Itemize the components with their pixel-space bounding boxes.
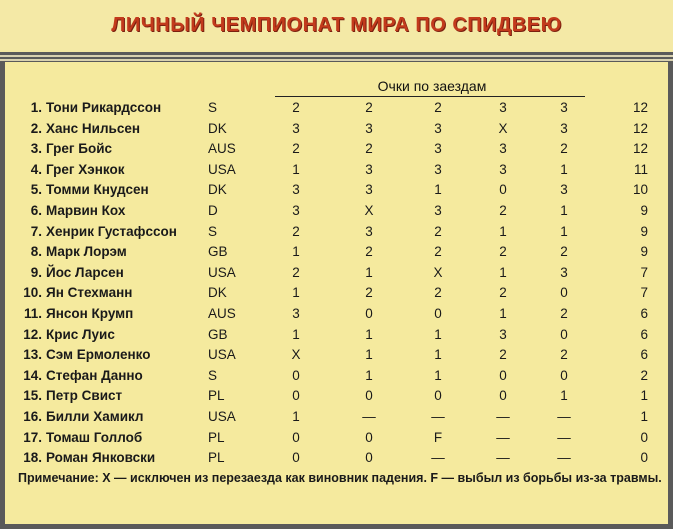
rider-name: Хенрик Густафссон <box>46 223 177 239</box>
heat-points: 0 <box>365 306 373 321</box>
rider-name: Билли Хамикл <box>46 409 144 424</box>
rider-name: Тони Рикардссон <box>46 100 162 115</box>
table-row <box>0 141 673 161</box>
rank: 17. <box>23 429 42 445</box>
rider-name: Томми Кнудсен <box>46 182 149 198</box>
rank: 14. <box>23 367 42 383</box>
total-points: 0 <box>640 450 648 466</box>
heat-points: 0 <box>560 326 568 342</box>
heat-points: 2 <box>560 141 568 157</box>
heat-points: 2 <box>365 141 373 157</box>
rider-name: Петр Свист <box>46 388 123 404</box>
total-points: 6 <box>640 326 648 342</box>
heat-points: 3 <box>560 100 568 115</box>
total-points: 1 <box>640 409 648 424</box>
table-row <box>0 409 673 429</box>
country: USA <box>208 264 236 280</box>
total-points: 6 <box>640 306 648 321</box>
heat-points: 3 <box>560 182 568 198</box>
country: GB <box>208 326 228 342</box>
heats-rule <box>275 96 585 97</box>
country: GB <box>208 244 228 260</box>
rank: 15. <box>23 388 42 404</box>
total-points: 1 <box>640 388 648 404</box>
table-row <box>0 121 673 141</box>
rank: 9. <box>30 264 42 280</box>
heat-points: 2 <box>292 264 300 280</box>
heat-points: — <box>431 450 445 466</box>
heat-points: 1 <box>292 285 300 301</box>
heat-points: 0 <box>499 182 507 198</box>
heat-points: — <box>431 409 445 424</box>
title-band <box>0 0 673 50</box>
rider-name: Янсон Крумп <box>46 306 134 321</box>
heat-points: 1 <box>560 388 568 404</box>
rider-name: Роман Янковски <box>46 450 156 466</box>
country: PL <box>208 429 225 445</box>
heat-points: 0 <box>434 306 442 321</box>
heat-points: 1 <box>292 244 300 260</box>
total-points: 12 <box>632 120 648 136</box>
heat-points: 1 <box>434 182 442 198</box>
country: S <box>208 100 218 115</box>
heat-points: F <box>433 429 443 445</box>
rider-name: Стефан Данно <box>46 367 143 383</box>
heat-points: — <box>362 409 376 424</box>
rider-name: Грег Бойс <box>46 141 113 157</box>
heat-points: 2 <box>434 223 442 239</box>
table-row <box>0 162 673 182</box>
heat-points: 3 <box>434 161 442 177</box>
country: AUS <box>208 306 236 321</box>
heat-points: 2 <box>560 347 568 363</box>
table-row <box>0 100 673 120</box>
heat-points: — <box>496 429 510 445</box>
heat-points: 3 <box>499 100 507 115</box>
rider-name: Йос Ларсен <box>46 264 124 280</box>
country: USA <box>208 409 236 424</box>
heat-points: 1 <box>292 326 300 342</box>
rider-name: Грег Хэнкок <box>46 161 125 177</box>
heat-points: 3 <box>499 141 507 157</box>
total-points: 6 <box>640 347 648 363</box>
rank: 7. <box>30 223 42 239</box>
heat-points: 1 <box>365 264 373 280</box>
heats-caption: Очки по заездам <box>377 78 487 94</box>
rank: 16. <box>23 409 42 424</box>
heat-points: 1 <box>365 326 373 342</box>
rank: 12. <box>23 326 42 342</box>
heat-points: 2 <box>560 306 568 321</box>
heat-points: 0 <box>499 388 507 404</box>
heat-points: 2 <box>365 100 373 115</box>
heat-points: X <box>433 264 443 280</box>
heat-points: X <box>498 120 508 136</box>
country: USA <box>208 161 236 177</box>
heat-points: 0 <box>434 388 442 404</box>
heat-points: 1 <box>365 347 373 363</box>
rank: 8. <box>30 244 42 260</box>
heat-points: 3 <box>560 264 568 280</box>
total-points: 11 <box>633 161 648 177</box>
rider-name: Ханс Нильсен <box>46 120 141 136</box>
heat-points: 3 <box>365 223 373 239</box>
table-row <box>0 203 673 223</box>
heat-points: 0 <box>560 285 568 301</box>
country: DK <box>208 285 227 301</box>
table-row <box>0 285 673 305</box>
heat-points: 1 <box>560 161 568 177</box>
page-title: ЛИЧНЫЙ ЧЕМПИОНАТ МИРА ПО СПИДВЕЮ <box>111 13 562 36</box>
table-row <box>0 430 673 450</box>
heat-points: — <box>557 409 571 424</box>
heat-points: — <box>557 450 571 466</box>
heat-points: 3 <box>292 182 300 198</box>
country: PL <box>208 450 225 466</box>
heat-points: 2 <box>499 203 507 218</box>
heat-points: 2 <box>292 141 300 157</box>
heat-points: 2 <box>365 285 373 301</box>
heat-points: 0 <box>499 367 507 383</box>
heat-points: 3 <box>292 203 300 218</box>
heat-points: 2 <box>365 244 373 260</box>
heat-points: 2 <box>434 285 442 301</box>
total-points: 9 <box>640 244 648 260</box>
heat-points: 0 <box>292 388 300 404</box>
total-points: 9 <box>640 223 648 239</box>
heat-points: 3 <box>434 203 442 218</box>
country: PL <box>208 388 225 404</box>
table-row <box>0 450 673 470</box>
rank: 5. <box>30 182 42 198</box>
heat-points: 0 <box>292 429 300 445</box>
total-points: 9 <box>640 203 648 218</box>
total-points: 7 <box>640 285 648 301</box>
total-points: 10 <box>632 182 648 198</box>
heat-points: 1 <box>434 326 442 342</box>
table-row <box>0 368 673 388</box>
rider-name: Ян Стехманн <box>46 285 133 301</box>
country: AUS <box>208 141 236 157</box>
total-points: 7 <box>640 264 648 280</box>
heat-points: 1 <box>292 409 300 424</box>
heat-points: 0 <box>365 450 373 466</box>
heat-points: 3 <box>499 326 507 342</box>
heat-points: 1 <box>434 347 442 363</box>
country: S <box>208 223 218 239</box>
heat-points: 1 <box>499 306 507 321</box>
total-points: 12 <box>632 100 648 115</box>
frame-stripe <box>0 55 673 57</box>
heat-points: 0 <box>365 429 373 445</box>
country: S <box>208 367 218 383</box>
heat-points: 2 <box>292 100 300 115</box>
rank: 18. <box>23 450 42 466</box>
heat-points: 3 <box>434 120 442 136</box>
heat-points: 1 <box>560 223 568 239</box>
heat-points: 3 <box>365 182 373 198</box>
heat-points: X <box>364 203 374 218</box>
country: DK <box>208 120 227 136</box>
heat-points: 3 <box>292 306 300 321</box>
rank: 2. <box>30 120 42 136</box>
rank: 13. <box>23 347 42 363</box>
rank: 10. <box>23 285 42 301</box>
table-row <box>0 347 673 367</box>
rider-name: Томаш Голлоб <box>46 429 143 445</box>
heat-points: 3 <box>365 161 373 177</box>
heat-points: 0 <box>292 367 300 383</box>
heat-points: 3 <box>292 120 300 136</box>
total-points: 2 <box>640 367 648 383</box>
total-points: 0 <box>640 429 648 445</box>
rider-name: Марвин Кох <box>46 203 126 218</box>
heat-points: 0 <box>365 388 373 404</box>
heat-points: X <box>291 347 301 363</box>
heat-points: 1 <box>434 367 442 383</box>
heat-points: 3 <box>560 120 568 136</box>
heat-points: 2 <box>292 223 300 239</box>
heat-points: 1 <box>365 367 373 383</box>
heat-points: 2 <box>560 244 568 260</box>
heat-points: 1 <box>292 161 300 177</box>
table-row <box>0 388 673 408</box>
rank: 6. <box>30 203 42 218</box>
table-row <box>0 182 673 202</box>
rider-name: Крис Луис <box>46 326 115 342</box>
heat-points: 1 <box>499 264 507 280</box>
heat-points: 2 <box>434 244 442 260</box>
rider-name: Марк Лорэм <box>46 244 127 260</box>
country: DK <box>208 182 227 198</box>
heat-points: 2 <box>434 100 442 115</box>
rider-name: Сэм Ермоленко <box>46 347 151 363</box>
heat-points: — <box>496 409 510 424</box>
heat-points: 0 <box>560 367 568 383</box>
table-row <box>0 244 673 264</box>
rank: 3. <box>30 141 42 157</box>
rank: 4. <box>30 161 42 177</box>
table-row <box>0 265 673 285</box>
heat-points: 1 <box>560 203 568 218</box>
heat-points: 2 <box>499 347 507 363</box>
rank: 11. <box>23 306 42 321</box>
heat-points: 3 <box>365 120 373 136</box>
heat-points: 2 <box>499 244 507 260</box>
total-points: 12 <box>632 141 648 157</box>
heat-points: 1 <box>499 223 507 239</box>
table-row <box>0 327 673 347</box>
heat-points: — <box>496 450 510 466</box>
rank: 1. <box>30 100 42 115</box>
heat-points: 3 <box>499 161 507 177</box>
heat-points: 2 <box>499 285 507 301</box>
footnote: Примечание: X — исключен из перезаезда как виновник падения. F — выбыл из борьбы из-за травмы. <box>18 471 662 485</box>
country: D <box>208 203 218 218</box>
heat-points: 3 <box>434 141 442 157</box>
table-row <box>0 224 673 244</box>
frame-stripe <box>0 59 673 61</box>
heat-points: — <box>557 429 571 445</box>
table-row <box>0 306 673 326</box>
country: USA <box>208 347 236 363</box>
heat-points: 0 <box>292 450 300 466</box>
